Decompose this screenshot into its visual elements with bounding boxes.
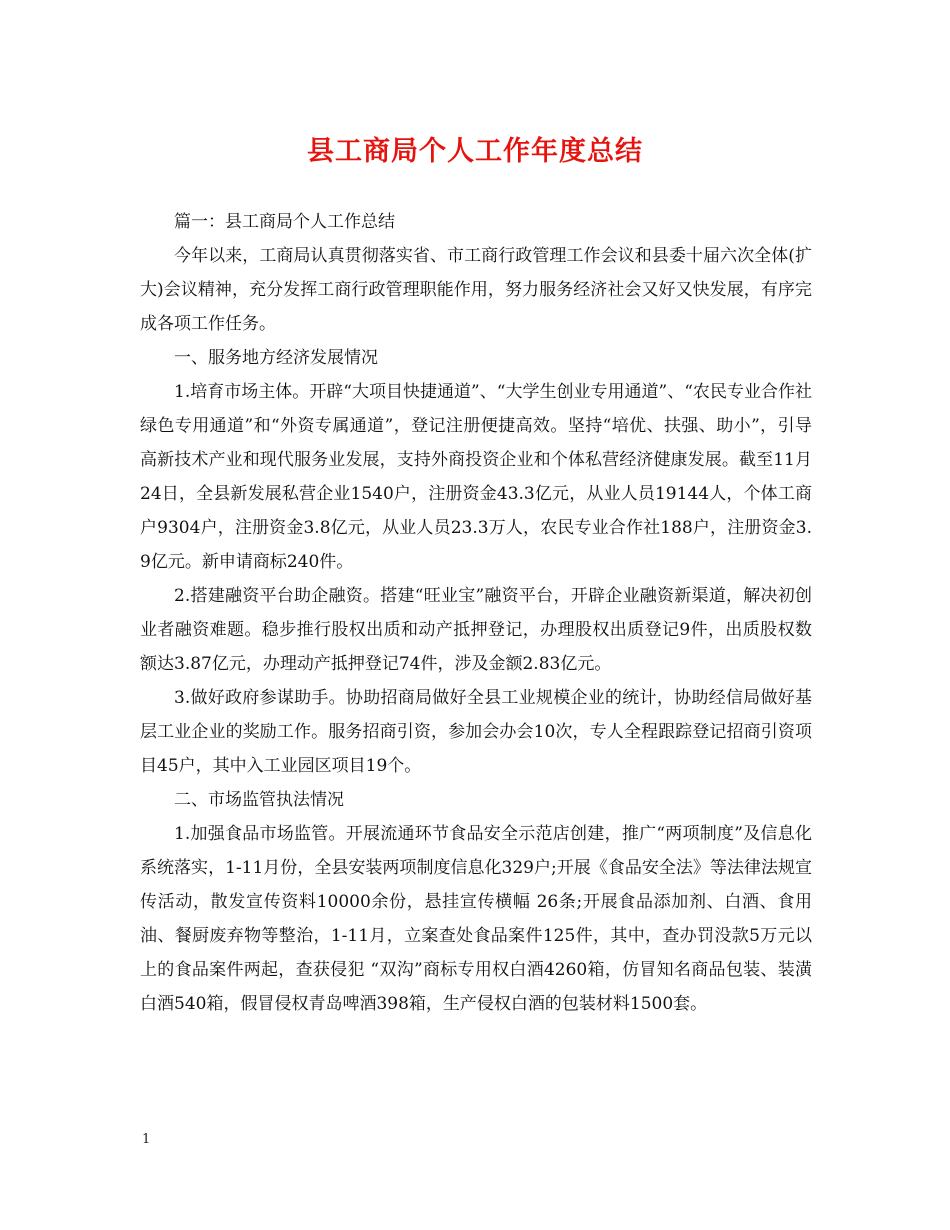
paragraph-financing-platform: 2.搭建融资平台助企融资。搭建“旺业宝”融资平台，开辟企业融资新渠道，解决初创业者融资难题。稳步推行股权出质和动产抵押登记，办理股权出质登记9件，出质股权数额达3.87亿元，办理动产抵押登记74件，涉及金额2.83亿元。 [140,586,812,674]
paragraph-market-entities: 1.培育市场主体。开辟“大项目快捷通道”、“大学生创业专用通道”、“农民专业合作社绿色专用通道”和“外资专属通道”，登记注册便捷高效。坚持“培优、扶强、助小”，引导高新技术产业和现代服务业发展，支持外商投资企业和个体私营经济健康发展。截至11月24日，全县新发展私营企业1540户，注册资金43.3亿元，从业人员19144人，个体工商户9304户，注册资金3.8亿元，从业人员23.3万人，农民专业合作社188户，注册资金3.9亿元。新申请商标240件。 [140,382,812,572]
page-number: 1 [142,1132,151,1147]
section-heading-market-supervision: 二、市场监管执法情况 [174,790,344,810]
document-body [140,205,812,1021]
paragraph-government-advisor: 3.做好政府参谋助手。协助招商局做好全县工业规模企业的统计，协助经信局做好基层工业企业的奖励工作。服务招商引资，参加会办会10次，专人全程跟踪登记招商引资项目45户，其中入工业园区项目19个。 [140,688,812,776]
paragraph-food-market-supervision: 1.加强食品市场监管。开展流通环节食品安全示范店创建，推广“两项制度”及信息化系统落实，1-11月份，全县安装两项制度信息化329户;开展《食品安全法》等法律法规宣传活动，散发宣传资料10000余份，悬挂宣传横幅 26条;开展食品添加剂、白酒、食用油、餐厨废弃物等整治，1-11月，立案查处食品案件125件，其中，查办罚没款5万元以上的食品案件两起，查获侵犯 “双沟”商标专用权白酒4260箱，仿冒知名商品包装、装潢白酒540箱，假冒侵权青岛啤酒398箱，生产侵权白酒的包装材料1500套。 [140,824,812,1014]
intro-paragraph: 今年以来，工商局认真贯彻落实省、市工商行政管理工作会议和县委十届六次全体(扩大)会议精神，充分发挥工商行政管理职能作用，努力服务经济社会又好又快发展，有序完成各项工作任务。 [140,246,812,334]
document-title: 县工商局个人工作年度总结 [307,136,643,167]
section-heading-part-one: 篇一：县工商局个人工作总结 [174,212,395,232]
section-heading-economic-development: 一、服务地方经济发展情况 [174,348,378,368]
